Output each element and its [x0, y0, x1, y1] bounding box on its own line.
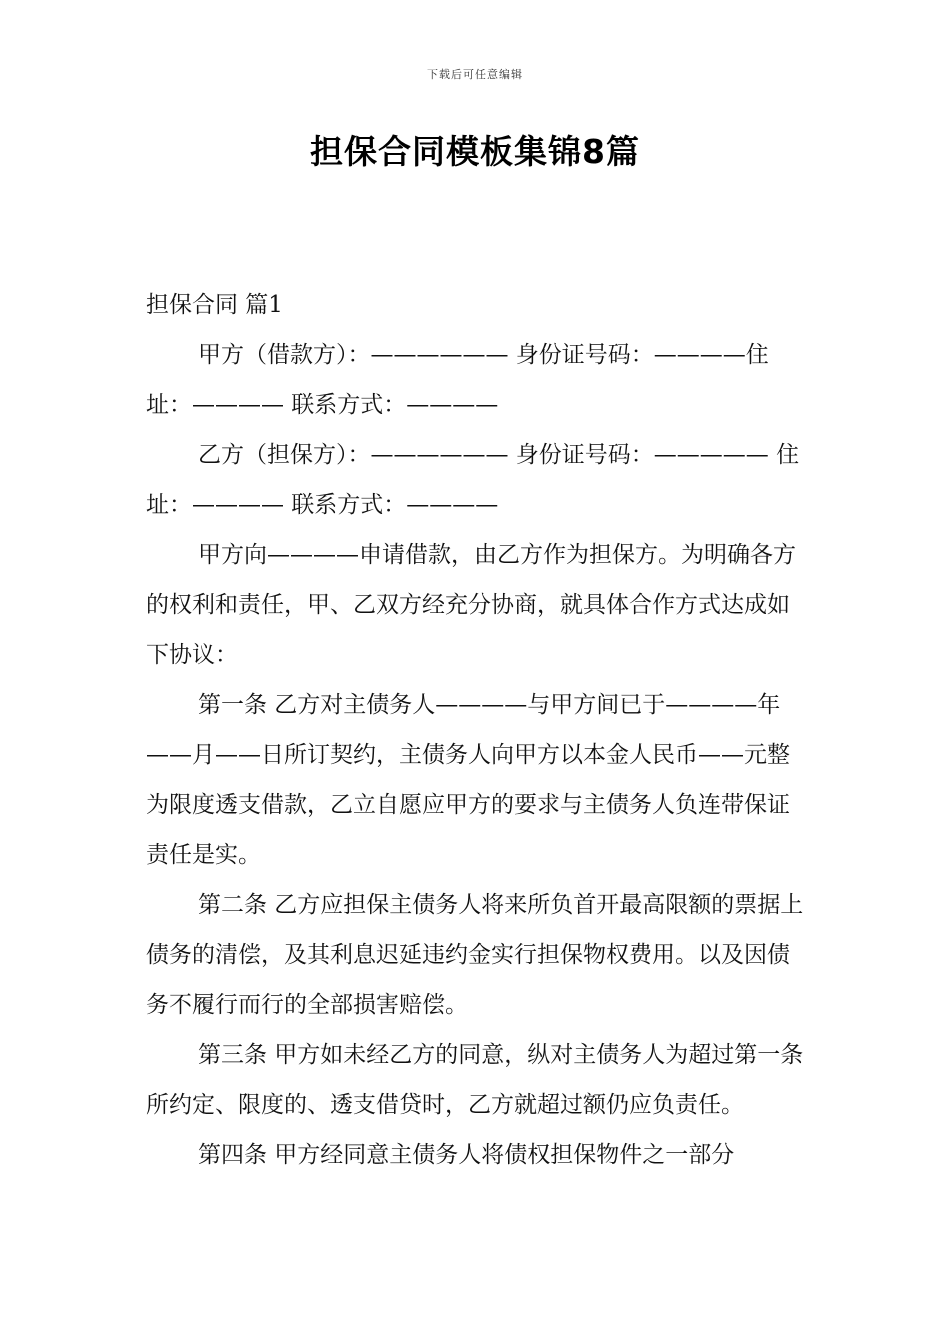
document-body [146, 280, 806, 1180]
paragraph-article-3: 第三条 甲方如未经乙方的同意，纵对主债务人为超过第一条所约定、限度的、透支借贷时，乙方就超过额仍应负责任。 [146, 1042, 804, 1118]
paragraph-party-b: 乙方（担保方）：—————— 身份证号码：————— 住址：———— 联系方式：———— [146, 442, 800, 518]
paragraph-article-2: 第二条 乙方应担保主债务人将来所负首开最高限额的票据上债务的清偿，及其利息迟延违约金实行担保物权费用。以及因债务不履行而行的全部损害赔偿。 [146, 892, 804, 1018]
paragraph-article-4: 第四条 甲方经同意主债务人将债权担保物件之一部分 [198, 1142, 735, 1168]
paragraph-preamble: 甲方向————申请借款，由乙方作为担保方。为明确各方的权利和责任，甲、乙双方经充分协商，就具体合作方式达成如下协议： [146, 542, 796, 668]
header-note: 下载后可任意编辑 [427, 68, 523, 81]
paragraph-article-1: 第一条 乙方对主债务人————与甲方间已于————年——月——日所订契约，主债务人向甲方以本金人民币——元整为限度透支借款，乙立自愿应甲方的要求与主债务人负连带保证责任是实。 [146, 692, 790, 868]
paragraph-party-a: 甲方（借款方）：—————— 身份证号码：————住址：———— 联系方式：———— [146, 342, 769, 418]
section-heading: 担保合同 篇1 [146, 292, 283, 318]
document-title: 担保合同模板集锦8篇 [310, 132, 640, 171]
